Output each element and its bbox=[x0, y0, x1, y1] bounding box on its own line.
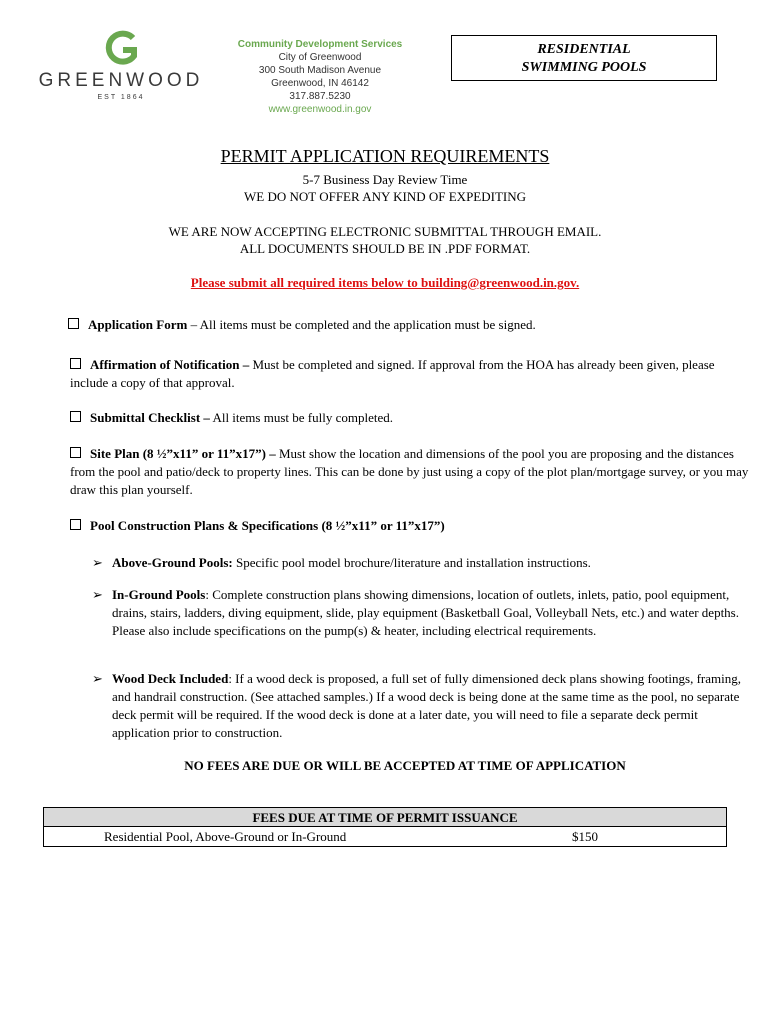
submit-email-notice[interactable]: Please submit all required items below to building@greenwood.in.gov. bbox=[190, 275, 580, 290]
greenwood-g-icon bbox=[38, 30, 204, 70]
fee-amount: $150 bbox=[572, 829, 598, 844]
checkbox-icon[interactable] bbox=[70, 358, 81, 369]
page-title: PERMIT APPLICATION REQUIREMENTS bbox=[220, 146, 550, 166]
requirement-pool-plans: Pool Construction Plans & Specifications (8 ½”x11” or 11”x17”) bbox=[70, 517, 750, 535]
logo-wordmark: GREENWOOD bbox=[38, 70, 204, 91]
checkbox-icon[interactable] bbox=[70, 519, 81, 530]
department-name: Community Development Services bbox=[237, 39, 403, 50]
fees-table bbox=[43, 807, 727, 847]
street-address: 300 South Madison Avenue bbox=[258, 65, 382, 76]
requirement-submittal-checklist: Submittal Checklist – All items must be fully completed. bbox=[70, 409, 750, 427]
checkbox-icon[interactable] bbox=[68, 318, 79, 329]
review-time: 5-7 Business Day Review Time bbox=[302, 172, 468, 187]
pdf-format-notice: ALL DOCUMENTS SHOULD BE IN .PDF FORMAT. bbox=[239, 241, 531, 256]
no-fees-notice: NO FEES ARE DUE OR WILL BE ACCEPTED AT TIME OF APPLICATION bbox=[184, 758, 626, 773]
phone-number: 317.887.5230 bbox=[289, 91, 351, 102]
permit-type-box bbox=[451, 35, 717, 81]
logo-established: EST 1864 bbox=[97, 94, 145, 101]
electronic-submittal-notice: WE ARE NOW ACCEPTING ELECTRONIC SUBMITTAL THROUGH EMAIL. bbox=[168, 224, 602, 239]
requirement-application-form: Application Form – All items must be completed and the application must be signed. bbox=[68, 316, 748, 334]
permit-type-line2: SWIMMING POOLS bbox=[521, 60, 647, 75]
greenwood-logo bbox=[38, 30, 204, 110]
subitem-wood-deck: ➢ Wood Deck Included: If a wood deck is proposed, a full set of fully dimensioned deck plans showing footings, framing, and handrail construction. (See attached samples.) If a wood deck is being done at the same time as the pool, no separate deck permit will be required. If the wood deck is done at a later date, you will need to file a separate deck permit application prior to construction. bbox=[92, 671, 741, 740]
fee-description: Residential Pool, Above-Ground or In-Ground bbox=[104, 829, 347, 844]
permit-type-line1: RESIDENTIAL bbox=[537, 42, 631, 57]
contact-block bbox=[220, 38, 420, 116]
subitem-above-ground: ➢ Above-Ground Pools: Specific pool model brochure/literature and installation instructions. bbox=[92, 555, 591, 570]
requirement-site-plan: Site Plan (8 ½”x11” or 11”x17”) – Must show the location and dimensions of the pool you are proposing and the distances from the pool and patio/deck to property lines. This can be done by just using a copy of the plot plan/mortgage survey, or you may draw this plan yourself. bbox=[70, 446, 749, 497]
checkbox-icon[interactable] bbox=[70, 447, 81, 458]
arrow-bullet-icon: ➢ bbox=[92, 671, 103, 686]
website-link[interactable]: www.greenwood.in.gov bbox=[268, 104, 372, 115]
city-name: City of Greenwood bbox=[278, 52, 362, 63]
subitem-in-ground: ➢ In-Ground Pools: Complete construction plans showing dimensions, location of outlets, inlets, patio, pool equipment, drains, stairs, ladders, diving equipment, slide, play equipment (Basketball Goal, Volleyball Nets, etc.) and water depths. Please also include specifications on the pump(s) & heater, including electrical requirements. bbox=[92, 587, 739, 638]
fees-table-header: FEES DUE AT TIME OF PERMIT ISSUANCE bbox=[44, 808, 726, 827]
arrow-bullet-icon: ➢ bbox=[92, 587, 103, 602]
requirement-affirmation: Affirmation of Notification – Must be completed and signed. If approval from the HOA has already been given, please include a copy of that approval. bbox=[70, 357, 715, 390]
no-expedite-notice: WE DO NOT OFFER ANY KIND OF EXPEDITING bbox=[243, 189, 527, 204]
city-state-zip: Greenwood, IN 46142 bbox=[271, 78, 369, 89]
checkbox-icon[interactable] bbox=[70, 411, 81, 422]
arrow-bullet-icon: ➢ bbox=[92, 555, 103, 570]
